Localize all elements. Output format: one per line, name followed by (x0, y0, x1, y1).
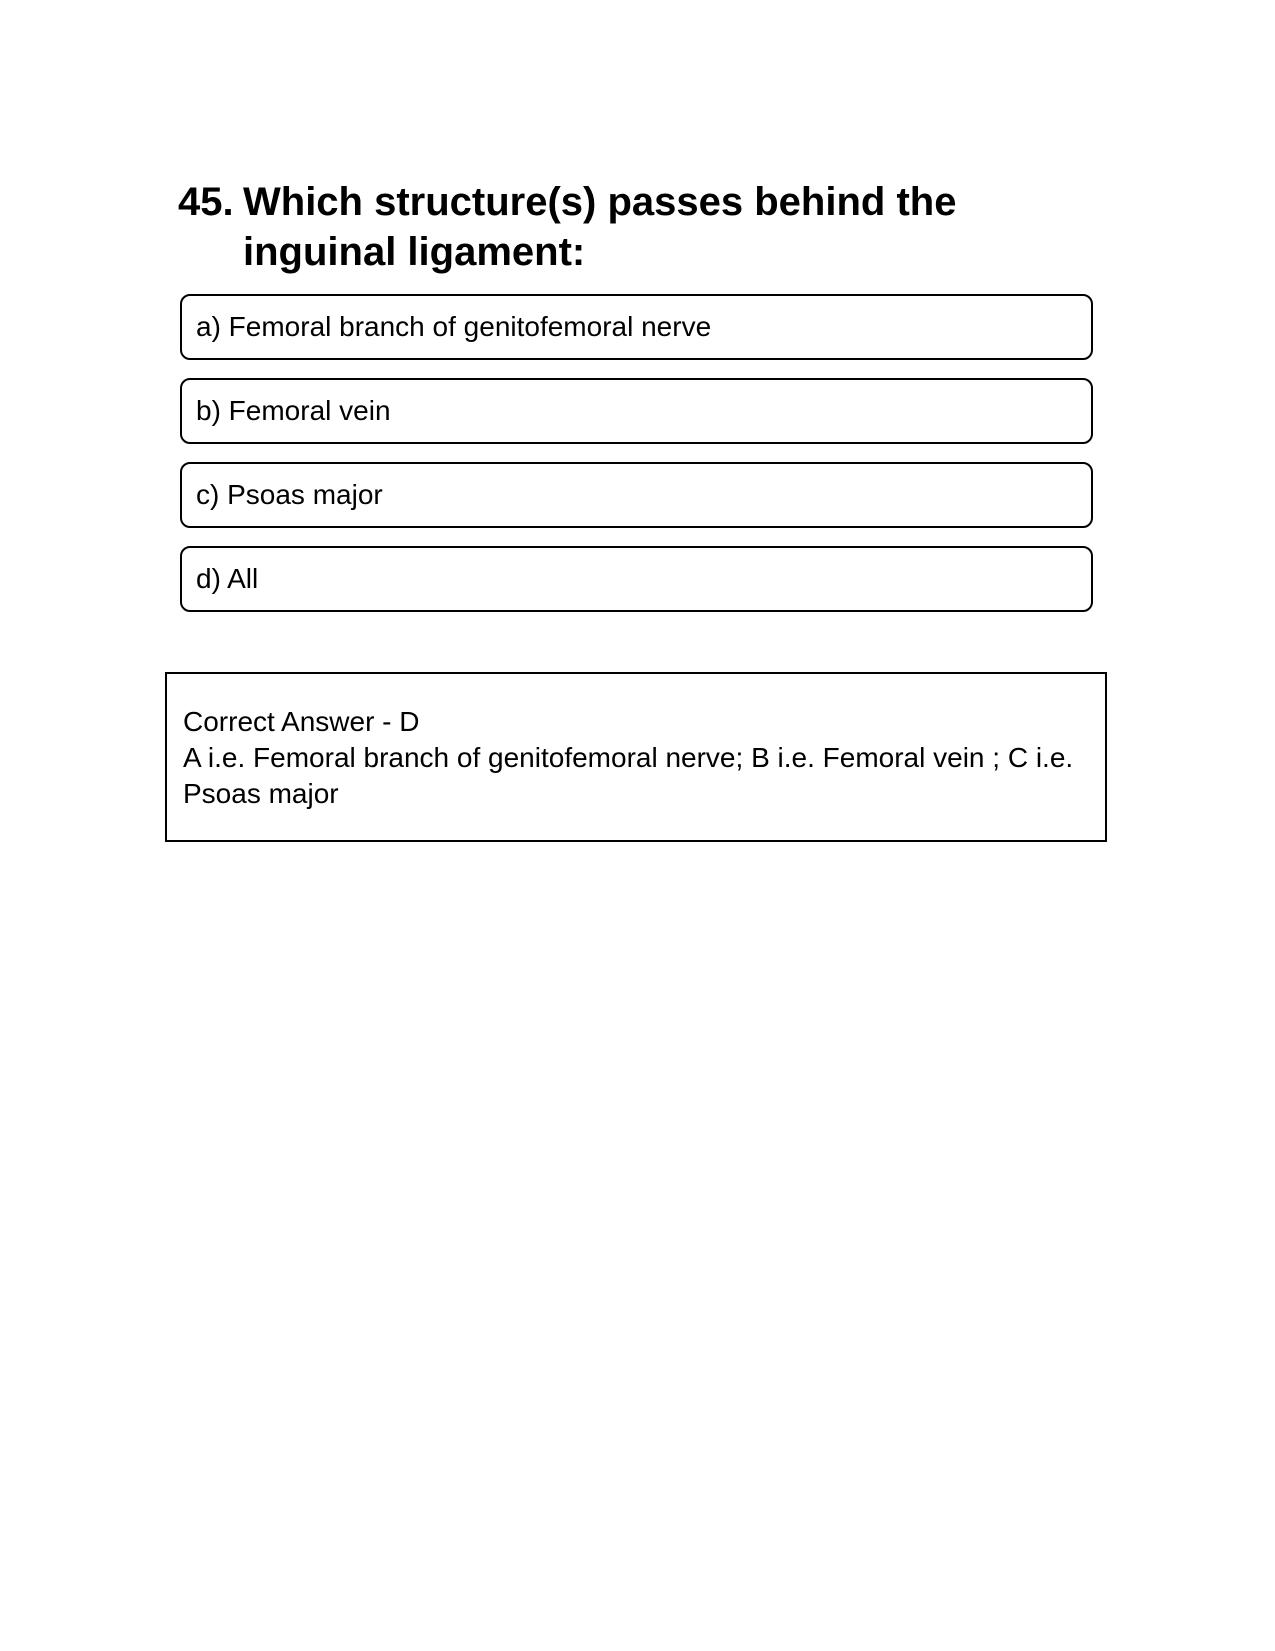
answer-box (165, 672, 1107, 842)
option-a[interactable]: a) Femoral branch of genitofemoral nerve (180, 294, 1093, 360)
question-number: 45. (178, 180, 234, 224)
question-text: Which structure(s) passes behind the inguinal ligament: (243, 180, 957, 274)
correct-answer-title: Correct Answer - D (183, 706, 420, 737)
option-c[interactable]: c) Psoas major (180, 462, 1093, 528)
option-d[interactable]: d) All (180, 546, 1093, 612)
question-heading (178, 177, 1078, 277)
option-b[interactable]: b) Femoral vein (180, 378, 1093, 444)
answer-explanation: A i.e. Femoral branch of genitofemoral nerve; B i.e. Femoral vein ; C i.e. Psoas major (183, 742, 1074, 809)
